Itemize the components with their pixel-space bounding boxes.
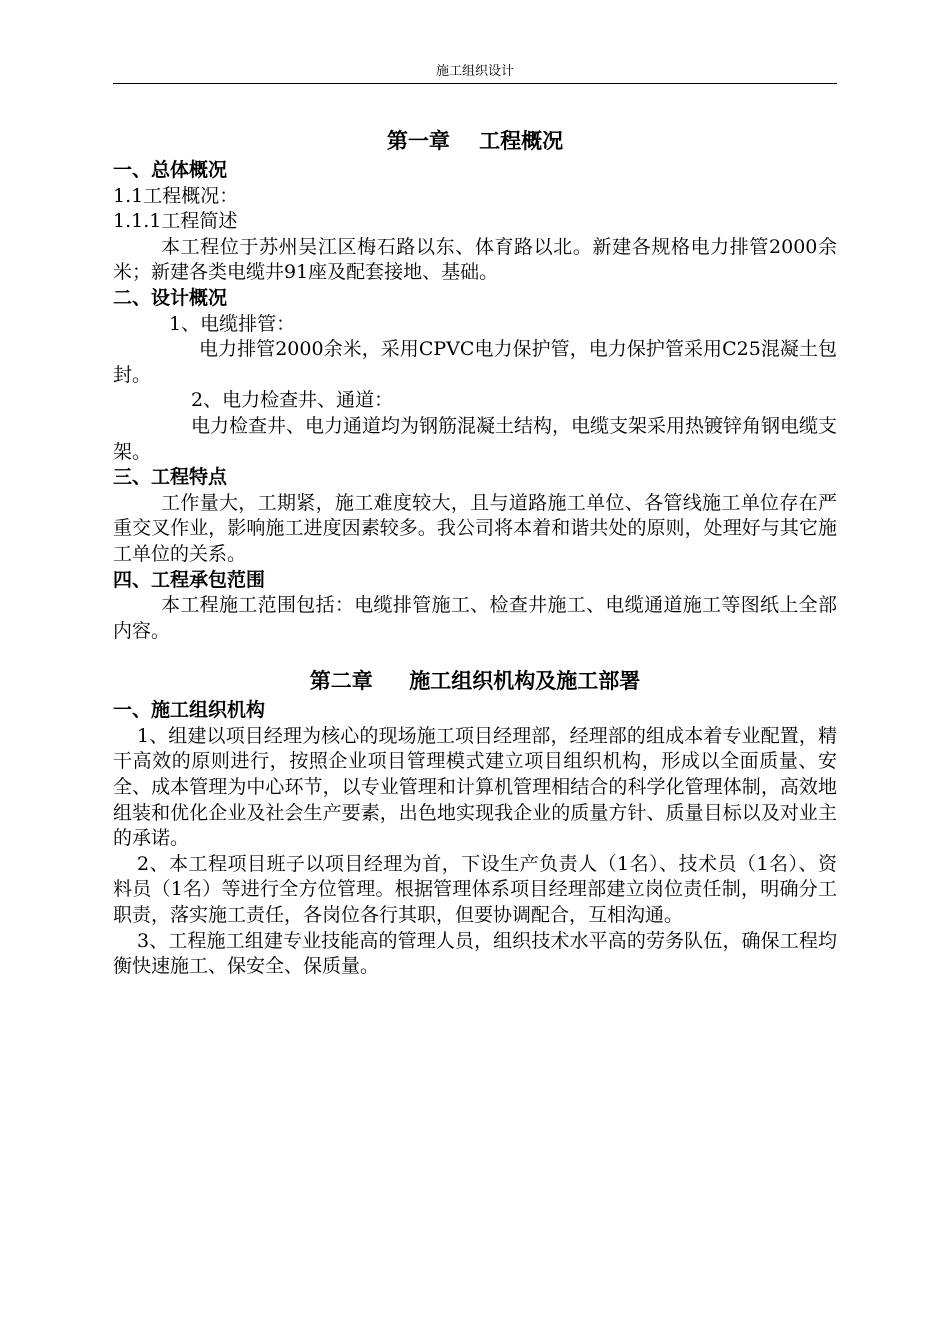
item-cable-duct-title: 1、电缆排管： [169,312,296,335]
paragraph-inspection-well: 电力检查井、电力通道均为钢筋混凝土结构，电缆支架采用热镀锌角钢电缆支架。 [113,414,838,463]
document-body [113,124,837,980]
item-inspection-well-title: 2、电力检查井、通道： [191,389,394,412]
section-heading-overview: 一、总体概况 [113,159,228,181]
paragraph-organization-1: 1、组建以项目经理为核心的现场施工项目经理部，经理部的组成本着专业配置，精干高效的原则进行，按照企业项目管理模式建立项目组织机构，形成以全面质量、安全、成本管理为中心环节，以专业管理和计算机管理相结合的科学化管理体制，高效地组装和优化企业及社会生产要素，出色地实现我企业的质量方针、质量目标以及对业主的承诺。 [113,724,837,850]
section-heading-organization: 一、施工组织机构 [113,699,266,722]
paragraph-features: 工作量大，工期紧，施工难度较大，且与道路施工单位、各管线施工单位存在严重交叉作业，影响施工进度因素较多。我公司将本着和谐共处的原则，处理好与其它施工单位的关系。 [113,491,837,565]
subsection-project-overview: 1.1工程概况： [113,184,239,207]
paragraph-project-brief: 本工程位于苏州吴江区梅石路以东、体育路以北。新建各规格电力排管2000余米；新建各类电缆井91座及配套接地、基础。 [113,235,837,284]
paragraph-cable-duct: 电力排管2000余米，采用CPVC电力保护管，电力保护管采用C25混凝土包封。 [113,338,837,386]
section-heading-scope: 四、工程承包范围 [113,568,266,591]
chapter-2-title: 第二章 施工组织机构及施工部署 [309,669,641,694]
paragraph-organization-2: 2、本工程项目班子以项目经理为首，下设生产负责人（1名）、技术员（1名）、资料员（1名）等进行全方位管理。根据管理体系项目经理部建立岗位责任制，明确分工职责，落实施工责任，各岗位各行其职，但要协调配合，互相沟通。 [113,852,837,927]
header-divider [113,83,837,84]
section-heading-design: 二、设计概况 [113,286,228,309]
chapter-1-title: 第一章 工程概况 [386,129,564,153]
page-header-title: 施工组织设计 [435,64,514,79]
subsection-project-brief: 1.1.1工程简述 [113,210,238,233]
paragraph-scope: 本工程施工范围包括：电缆排管施工、检查井施工、电缆通道施工等图纸上全部内容。 [113,594,837,642]
section-heading-features: 三、工程特点 [113,466,228,489]
paragraph-organization-3: 3、工程施工组建专业技能高的管理人员，组织技术水平高的劳务队伍，确保工程均衡快速施工、保安全、保质量。 [113,929,837,978]
